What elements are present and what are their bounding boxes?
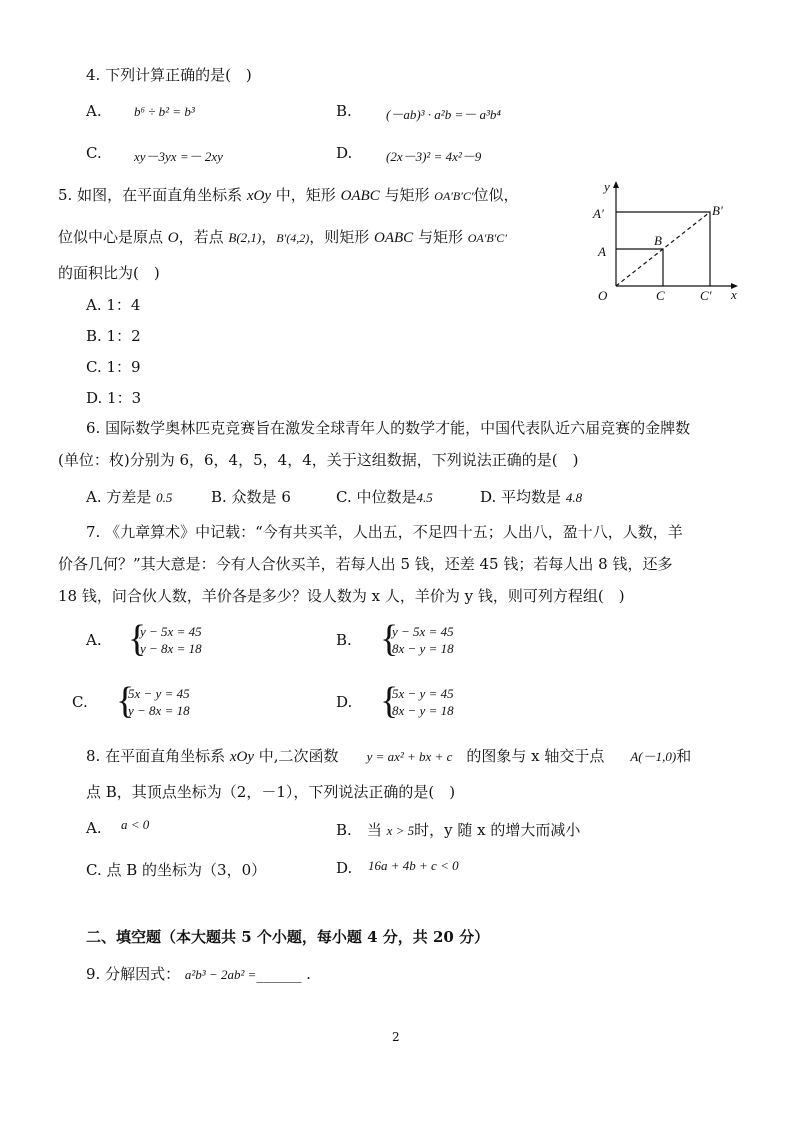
- section-2-title: 二、填空题（本大题共 5 个小题，每小题 4 分，共 20 分）: [86, 928, 490, 946]
- q7-line-3: 18 钱，问合伙人数，羊价各是多少？设人数为 x 人，羊价为 y 钱，则可列方程组( ): [58, 587, 625, 605]
- q4-option-b-letter: B.: [336, 102, 352, 120]
- q5-line-2: 位似中心是原点 O，若点 B(2,1)，B′(4,2)，则矩形 OABC 与矩形 OA′B′C′: [58, 228, 507, 246]
- q8-option-b: B. 当 x > 5时，y 随 x 的增大而减小: [336, 821, 581, 839]
- q4-option-a-expr: b⁶ ÷ b² = b³: [134, 104, 195, 119]
- label-x: x: [731, 287, 737, 302]
- q7-option-a-letter: A.: [86, 631, 102, 649]
- label-o: O: [598, 288, 608, 303]
- q5-option-b: B. 1：2: [86, 327, 141, 345]
- q7-option-b-letter: B.: [336, 631, 352, 649]
- q6-line-2: (单位：枚)分别为 6，6，4，5，4，4，关于这组数据，下列说法正确的是( ): [58, 451, 579, 469]
- q7-option-a-system: y − 5x = 45 y − 8x = 18: [140, 624, 202, 656]
- q8-option-d-expr: 16a + 4b + c < 0: [368, 858, 459, 873]
- q7-option-d-letter: D.: [336, 693, 353, 711]
- label-y: y: [604, 179, 610, 194]
- q8-option-c: C. 点 B 的坐标为（3，0）: [86, 861, 267, 879]
- q7-option-c-brace: {: [116, 680, 135, 722]
- q4-option-d-expr: (2x－3)² = 4x²－9: [386, 149, 482, 164]
- q6-line-1: 6. 国际数学奥林匹克竞赛旨在激发全球青年人的数学才能，中国代表队近六届竞赛的金牌数: [86, 419, 691, 437]
- q7-line-2: 价各几何？”其大意是：今有人合伙买羊，若每人出 5 钱，还差 45 钱；若每人出 8 钱，还多: [58, 555, 673, 573]
- q5-option-d: D. 1：3: [86, 389, 142, 407]
- label-c: C: [656, 288, 665, 303]
- q7-option-b-brace: {: [380, 618, 399, 660]
- q5-option-a: A. 1：4: [86, 296, 141, 314]
- label-c-prime: C′: [700, 288, 712, 303]
- q7-line-1: 7. 《九章算术》中记载：“今有共买羊，人出五，不足四十五；人出八，盈十八，人数，羊: [86, 523, 683, 541]
- q4-option-d-letter: D.: [336, 144, 353, 162]
- q7-option-d-brace: {: [380, 680, 399, 722]
- q8-option-a-letter: A.: [86, 819, 102, 837]
- q4-stem: 4. 下列计算正确的是( ): [86, 66, 252, 84]
- q5-coordinate-figure: [588, 174, 748, 306]
- q4-option-a-letter: A.: [86, 102, 102, 120]
- q4-option-c-expr: xy－3yx =－ 2xy: [134, 149, 223, 164]
- q8-line-2: 点 B，其顶点坐标为（2，－1），下列说法正确的是( ): [86, 783, 456, 801]
- label-b: B: [654, 233, 662, 248]
- q5-line-3: 的面积比为( ): [58, 264, 160, 282]
- q7-option-d-system: 5x − y = 45 8x − y = 18: [392, 686, 454, 718]
- label-a: A: [598, 244, 606, 259]
- q6-option-b: B. 众数是 6: [211, 488, 291, 506]
- q8-option-a-expr: a < 0: [121, 817, 150, 832]
- q7-option-c-letter: C.: [72, 693, 88, 711]
- label-b-prime: B′: [712, 203, 723, 218]
- y-axis-arrow: [613, 181, 619, 188]
- q8-line-1: 8. 在平面直角坐标系 xOy 中,二次函数 y = ax² + bx + c 的图象与 x 轴交于点 A(－1,0)和: [86, 747, 692, 765]
- q6-option-c: C. 中位数是4.5: [336, 488, 433, 506]
- q4-option-b-expr: (－ab)³ · a²b =－ a³b⁴: [386, 107, 501, 122]
- label-a-prime: A′: [593, 206, 604, 221]
- q7-option-a-brace: {: [128, 618, 147, 660]
- q4-option-c-letter: C.: [86, 144, 102, 162]
- q6-option-d: D. 平均数是 4.8: [480, 488, 583, 506]
- q8-option-d-letter: D.: [336, 859, 353, 877]
- q7-option-c-system: 5x − y = 45 y − 8x = 18: [128, 686, 190, 718]
- q5-option-c: C. 1：9: [86, 358, 141, 376]
- q9-line: 9. 分解因式： a²b³ − 2ab² =______ .: [86, 965, 311, 983]
- q6-option-a: A. 方差是 0.5: [86, 488, 173, 506]
- page-number: 2: [392, 1030, 400, 1044]
- q7-option-b-system: y − 5x = 45 8x − y = 18: [392, 624, 454, 656]
- q5-line-1: 5. 如图，在平面直角坐标系 xOy 中，矩形 OABC 与矩形 OA′B′C′位似，: [58, 186, 519, 204]
